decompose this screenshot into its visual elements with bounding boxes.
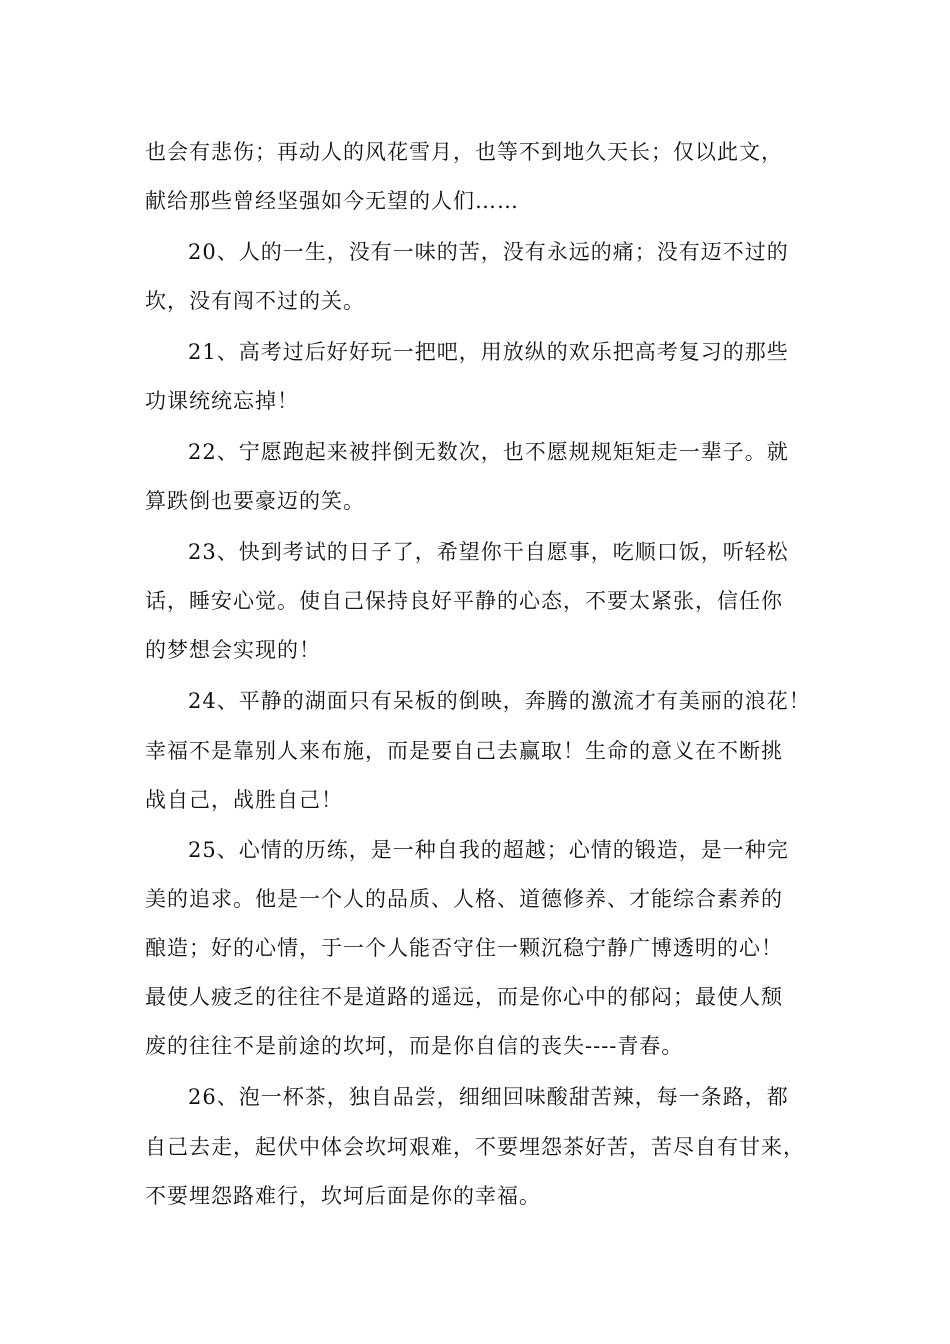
paragraph-21-line: 21、高考过后好好玩一把吧，用放纵的欢乐把高考复习的那些 [188, 340, 789, 364]
paragraph-24-line: 24、平静的湖面只有呆板的倒映，奔腾的激流才有美丽的浪花！ [188, 689, 811, 713]
text-line: 自己去走，起伏中体会坎坷艰难，不要埋怨茶好苦，苦尽自有甘来， [145, 1135, 805, 1159]
paragraph-26-line: 26、泡一杯茶，独自品尝，细细回味酸甜苦辣，每一条路，都 [188, 1085, 789, 1109]
text-line: 话，睡安心觉。使自己保持良好平静的心态，不要太紧张，信任你 [145, 589, 783, 613]
text-line: 废的往往不是前途的坎坷，而是你自信的丧失----青春。 [145, 1034, 684, 1058]
text-line: 坎，没有闯不过的关。 [145, 289, 365, 313]
text-line: 献给那些曾经坚强如今无望的人们…… [145, 189, 519, 213]
text-line: 美的追求。他是一个人的品质、人格、道德修养、才能综合素养的 [145, 887, 783, 911]
paragraph-22-line: 22、宁愿跑起来被拌倒无数次，也不愿规规矩矩走一辈子。就 [188, 440, 789, 464]
paragraph-25-line: 25、心情的历练，是一种自我的超越；心情的锻造，是一种完 [188, 838, 789, 862]
text-line: 酿造；好的心情，于一个人能否守住一颗沉稳宁静广博透明的心！ [145, 936, 783, 960]
paragraph-20-line: 20、人的一生，没有一味的苦，没有永远的痛；没有迈不过的 [188, 240, 789, 264]
text-line: 算跌倒也要豪迈的笑。 [145, 489, 365, 513]
text-line: 功课统统忘掉！ [145, 389, 299, 413]
text-line: 战自己，战胜自己！ [145, 788, 343, 812]
text-line: 的梦想会实现的！ [145, 638, 321, 662]
text-line: 不要埋怨路难行，坎坷后面是你的幸福。 [145, 1184, 541, 1208]
text-line: 最使人疲乏的往往不是道路的遥远，而是你心中的郁闷；最使人颓 [145, 985, 783, 1009]
paragraph-23-line: 23、快到考试的日子了，希望你干自愿事，吃顺口饭，听轻松 [188, 540, 789, 564]
text-line: 幸福不是靠别人来布施，而是要自己去赢取！生命的意义在不断挑 [145, 739, 783, 763]
text-line: 也会有悲伤；再动人的风花雪月，也等不到地久天长；仅以此文， [145, 140, 783, 164]
